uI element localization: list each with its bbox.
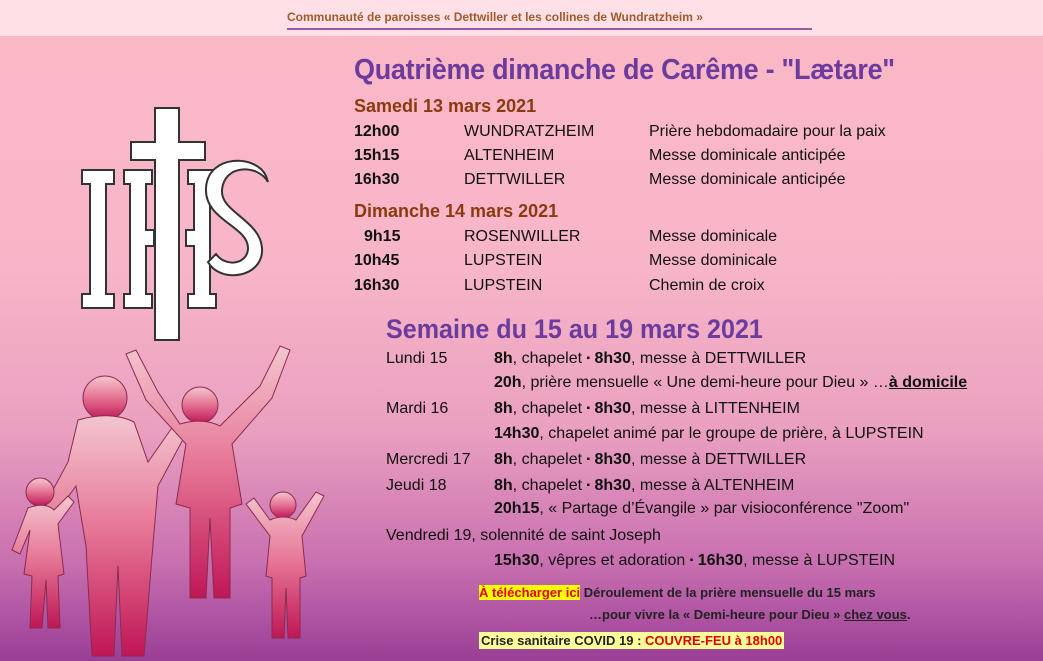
row-desc: Messe dominicale [649,252,778,269]
row-time: 16h30 [354,277,400,294]
time: 8h30 [594,451,631,468]
text: , chapelet [512,477,587,494]
text: , chapelet animé par le groupe de prière, à LUPSTEIN [539,425,924,442]
week-row [494,500,909,518]
row-desc: Chemin de croix [649,277,765,294]
time: 16h30 [697,552,744,569]
row-desc: Messe dominicale anticipée [649,171,846,188]
text: , chapelet [512,451,587,468]
day-label-monday: Lundi 15 [386,350,448,367]
download-notice-line2 [589,607,911,622]
bullet-icon: ▪ [586,403,591,414]
day-label-thursday: Jeudi 18 [386,477,447,494]
text: , messe à LITTENHEIM [630,400,800,417]
covid-notice [479,632,784,649]
bullet-icon: ▪ [689,555,694,566]
row-time: 15h15 [354,147,400,164]
week-row [494,350,806,368]
time: 8h30 [594,400,631,417]
curfew-alert: COUVRE-FEU à 18h00 [645,633,783,648]
text: , chapelet [512,400,587,417]
download-notice [479,585,876,600]
time: 8h [494,350,513,367]
saturday-heading: Samedi 13 mars 2021 [354,96,537,116]
row-desc: Messe dominicale [649,228,778,245]
row-desc: Messe dominicale anticipée [649,147,846,164]
day-label-friday: Vendredi 19, solennité de saint Joseph [386,527,661,544]
time: 8h [494,400,513,417]
time: 20h [494,374,522,391]
ihs-family-illustration [0,0,360,661]
week-row [494,451,806,469]
row-place: ALTENHEIM [464,147,555,164]
row-place: ROSENWILLER [464,228,581,245]
ihs-monogram-icon [82,108,268,340]
covid-label: Crise sanitaire COVID 19 : [481,633,646,648]
text: , messe à ALTENHEIM [630,477,795,494]
week-row [494,477,794,495]
time: 15h30 [494,552,540,569]
row-place: DETTWILLER [464,171,566,188]
text: , vêpres et adoration [539,552,690,569]
download-text: . [906,607,911,622]
day-label-tuesday: Mardi 16 [386,400,449,417]
row-time: 10h45 [354,252,400,269]
text: , messe à DETTWILLER [630,451,807,468]
row-place: LUPSTEIN [464,252,543,269]
parish-banner: Communauté de paroisses « Dettwiller et les collines de Wundratzheim » [287,10,703,24]
text: , messe à DETTWILLER [630,350,807,367]
text: , « Partage d’Évangile » par visioconférence "Zoom" [539,500,910,517]
at-home-link[interactable]: à domicile [888,374,968,391]
bullet-icon: ▪ [586,353,591,364]
bullet-icon: ▪ [586,454,591,465]
sunday-heading: Dimanche 14 mars 2021 [354,201,559,221]
week-row [494,400,800,418]
download-text: …pour vivre la « Demi-heure pour Dieu » [589,607,845,622]
row-desc: Prière hebdomadaire pour la paix [649,123,886,140]
time: 8h30 [594,350,631,367]
header-divider [287,28,812,30]
at-home-link[interactable]: chez vous [844,607,907,622]
family-silhouette [12,346,324,656]
week-row [494,374,967,392]
time: 8h30 [594,477,631,494]
time: 14h30 [494,425,540,442]
text: , chapelet [512,350,587,367]
row-place: LUPSTEIN [464,277,543,294]
day-label-wednesday: Mercredi 17 [386,451,471,468]
text: , prière mensuelle « Une demi-heure pour Dieu » … [521,374,889,391]
download-text: Déroulement de la prière mensuelle du 15 mars [580,585,876,600]
page-title: Quatrième dimanche de Carême - "Lætare" [354,54,895,86]
bullet-icon: ▪ [586,480,591,491]
time: 20h15 [494,500,540,517]
row-place: WUNDRATZHEIM [464,123,595,140]
text: , messe à LUPSTEIN [743,552,896,569]
download-link[interactable]: À télécharger ici [479,585,581,600]
week-title: Semaine du 15 au 19 mars 2021 [386,314,763,344]
week-row [494,552,895,570]
row-time: 16h30 [354,171,400,188]
time: 8h [494,451,513,468]
row-time: 12h00 [354,123,400,140]
time: 8h [494,477,513,494]
row-time: 9h15 [364,228,401,245]
week-row [494,425,924,443]
